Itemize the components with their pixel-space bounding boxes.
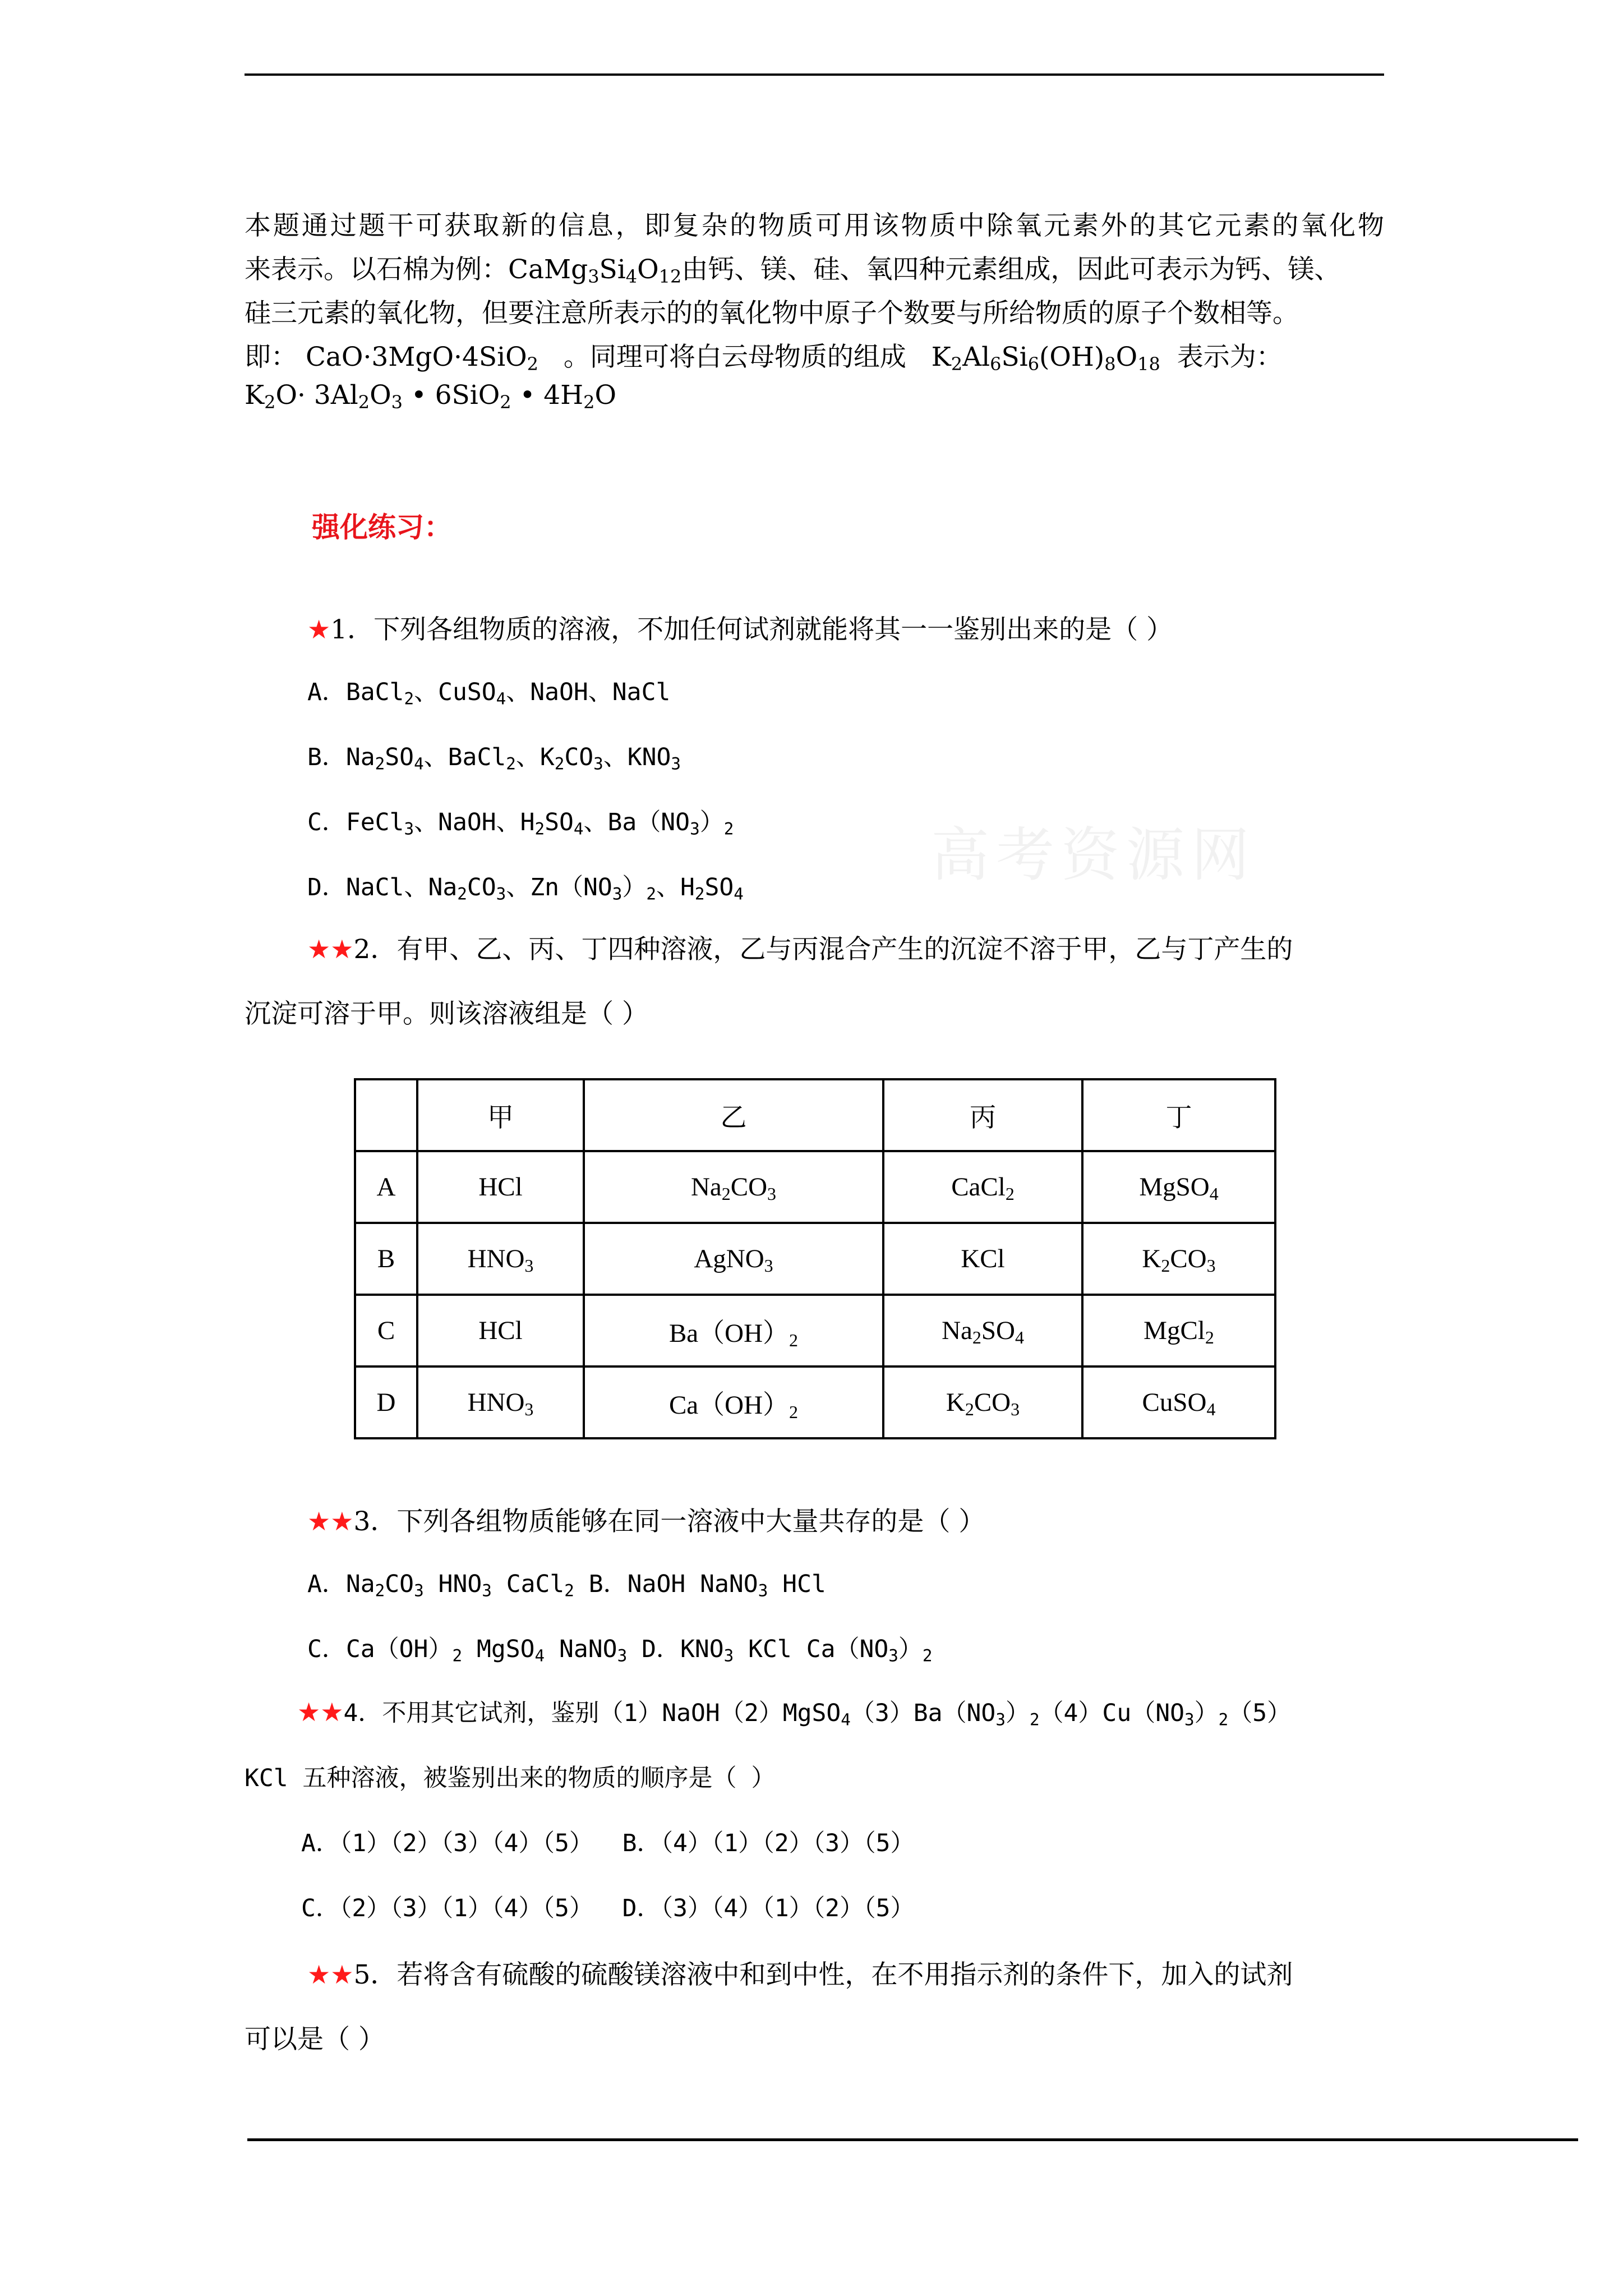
table-cell: KCl bbox=[883, 1223, 1082, 1295]
table-cell: $K_2CO_3$ bbox=[883, 1366, 1082, 1438]
star-icon: ★★ bbox=[297, 1697, 344, 1727]
row-label: D bbox=[355, 1366, 417, 1438]
watermark: 高考资源网 bbox=[931, 821, 1257, 889]
table-cell: $K_2CO_3$ bbox=[1082, 1223, 1275, 1295]
table-cell: MgSO$_4$ bbox=[1082, 1151, 1275, 1223]
formula-muscovite-oxides: $K_2O\cdot 3Al_2O_3$ • 6SiO$_2$ • $4H_2O$ bbox=[245, 380, 617, 413]
q4-stem-line-1: ★★4．不用其它试剂，鉴别$(1)NaOH(2)MgSO_4(3)Ba(NO_3)_2(4)Cu(NO_3)_2(5)$ bbox=[297, 1697, 1292, 1729]
q5-stem-line-2: 可以是（ ） bbox=[245, 2024, 385, 2055]
intro-line-5 bbox=[245, 380, 616, 411]
star-icon: ★★ bbox=[307, 1506, 354, 1536]
table-cell: AgNO$_3$ bbox=[584, 1223, 883, 1295]
q1-option-c: C．FeCl$_3$、NaOH、$H_2SO_4$、$Ba(NO_3)_2$ bbox=[307, 808, 734, 839]
table-header: 甲 bbox=[417, 1079, 584, 1151]
table-cell: $HNO_3$ bbox=[417, 1366, 584, 1438]
star-icon: ★★ bbox=[307, 1959, 354, 1990]
intro-line-4: 即： CaO·3MgO·4SiO$_2$ 。同理可将白云母物质的组成 $K_2Al_6Si_6(OH)_8O_{18}$ 表示为： bbox=[245, 342, 1283, 375]
table-row bbox=[355, 1223, 1275, 1295]
table-row bbox=[355, 1295, 1275, 1366]
q3-options-ab: A．$Na_2CO_3$ $HNO_3$ CaCl$_2$ B．NaOH NaNO$_3$ HCl bbox=[307, 1570, 826, 1600]
table-row bbox=[355, 1151, 1275, 1223]
row-label: C bbox=[355, 1295, 417, 1366]
row-label: B bbox=[355, 1223, 417, 1295]
q4-stem-line-2: KCl 五种溶液，被鉴别出来的物质的顺序是（ ） bbox=[245, 1764, 776, 1792]
q1-option-b: B．$Na_2SO_4$、BaCl$_2$、$K_2CO_3$、$KNO_3$ bbox=[307, 743, 681, 774]
table-header: 乙 bbox=[584, 1079, 883, 1151]
formula-asbestos-oxides: CaO·3MgO·4SiO$_2$ bbox=[305, 342, 539, 375]
table-header-row bbox=[355, 1079, 1275, 1151]
formula-asbestos: $CaMg_3Si_4O_{12}$ bbox=[508, 254, 682, 287]
table-cell: MgCl$_2$ bbox=[1082, 1295, 1275, 1366]
intro-line-1: 本题通过题干可获取新的信息，即复杂的物质可用该物质中除氧元素外的其它元素的氧化物 bbox=[245, 210, 1384, 241]
formula-muscovite: $K_2Al_6Si_6(OH)_8O_{18}$ bbox=[931, 342, 1160, 375]
q4-options-cd: C．（2）（3）（1）（4）（5） D．（3）（4）（1）（2）（5） bbox=[301, 1894, 915, 1922]
star-icon: ★★ bbox=[307, 934, 354, 964]
q1-option-a: A．BaCl$_2$、CuSO$_4$、NaOH、NaCl bbox=[307, 678, 671, 708]
table-corner bbox=[355, 1079, 417, 1151]
table-row bbox=[355, 1366, 1275, 1438]
q2-stem-line-1: ★★2．有甲、乙、丙、丁四种溶液，乙与丙混合产生的沉淀不溶于甲，乙与丁产生的 bbox=[307, 934, 1293, 965]
table-cell: HCl bbox=[417, 1151, 584, 1223]
table-cell: $Ca(OH)_2$ bbox=[584, 1366, 883, 1438]
table-cell: CuSO$_4$ bbox=[1082, 1366, 1275, 1438]
q4-options-ab: A．（1）（2）（3）（4）（5） B．（4）（1）（2）（3）（5） bbox=[301, 1829, 915, 1857]
star-icon: ★ bbox=[307, 614, 331, 645]
section-title: 强化练习： bbox=[312, 511, 452, 544]
q2-table bbox=[354, 1078, 1276, 1439]
table-header: 丁 bbox=[1082, 1079, 1275, 1151]
table-header: 丙 bbox=[883, 1079, 1082, 1151]
q5-stem-line-1: ★★5．若将含有硫酸的硫酸镁溶液中和到中性，在不用指示剂的条件下，加入的试剂 bbox=[307, 1959, 1293, 1990]
footer-rule bbox=[247, 2138, 1578, 2141]
intro-line-2: 来表示。以石棉为例：$CaMg_3Si_4O_{12}$由钙、镁、硅、氧四种元素组成，因此可表示为钙、镁、 bbox=[245, 254, 1341, 287]
table-cell: $HNO_3$ bbox=[417, 1223, 584, 1295]
header-rule bbox=[245, 73, 1384, 76]
table-cell: HCl bbox=[417, 1295, 584, 1366]
q3-stem: ★★3．下列各组物质能够在同一溶液中大量共存的是（ ） bbox=[307, 1506, 985, 1537]
q1-stem: ★1．下列各组物质的溶液，不加任何试剂就能将其一一鉴别出来的是（ ） bbox=[307, 614, 1173, 645]
q1-option-d: D．NaCl、$Na_2CO_3$、$Zn(NO_3)_2$、$H_2SO_4$ bbox=[307, 873, 744, 904]
row-label: A bbox=[355, 1151, 417, 1223]
table-cell: CaCl$_2$ bbox=[883, 1151, 1082, 1223]
table-cell: $Na_2CO_3$ bbox=[584, 1151, 883, 1223]
q2-stem-line-2: 沉淀可溶于甲。则该溶液组是（ ） bbox=[245, 999, 648, 1029]
table-cell: $Ba(OH)_2$ bbox=[584, 1295, 883, 1366]
q3-options-cd: C．$Ca(OH)_2$ MgSO$_4$ NaNO$_3$ D．$KNO_3$ KCl $Ca(NO_3)_2$ bbox=[307, 1635, 933, 1665]
intro-line-3: 硅三元素的氧化物，但要注意所表示的的氧化物中原子个数要与所给物质的原子个数相等。 bbox=[245, 298, 1299, 329]
table-cell: $Na_2SO_4$ bbox=[883, 1295, 1082, 1366]
